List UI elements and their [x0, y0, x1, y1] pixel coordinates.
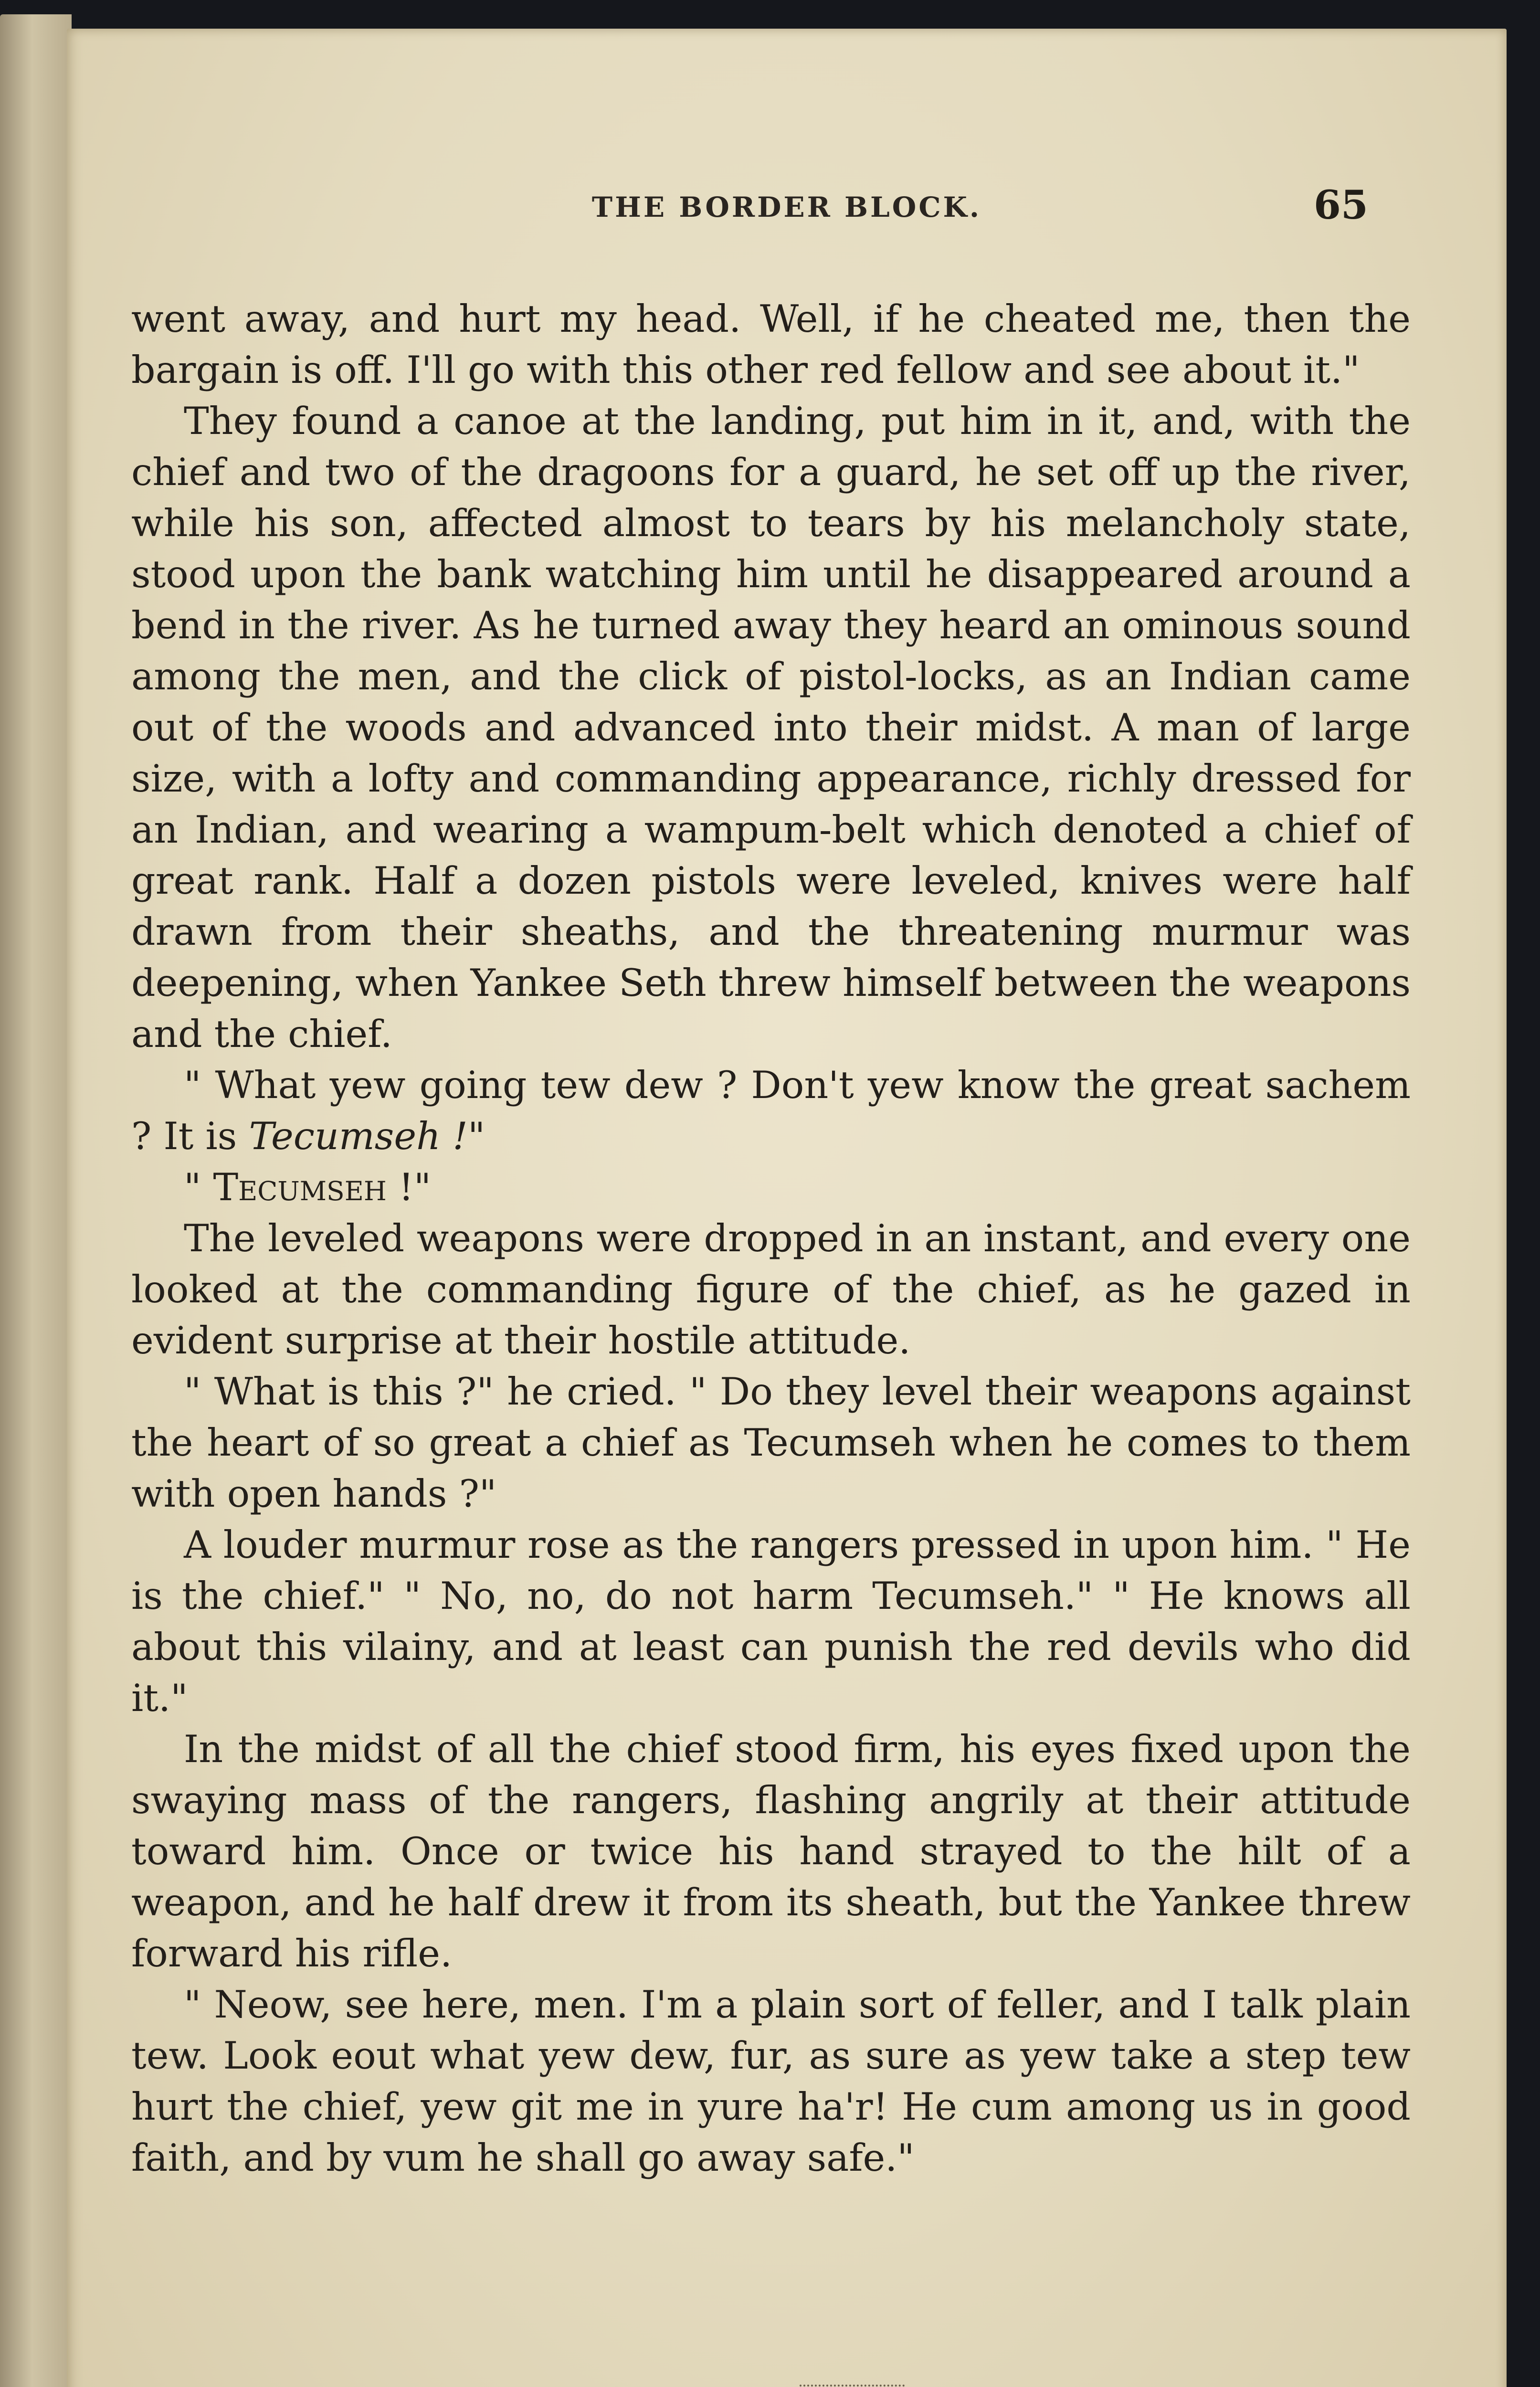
paragraph: They found a canoe at the landing, put him in it, and, with the chief and two of the dragoons for a guard, he set off up the river, while his son, affected almost to tears by his melancholy state, stood upon the bank watching him until he disappeared around a bend in the river. As he turned away they heard an ominous sound among the men, and the click of pistol-locks, as an Indian came out of the woods and advanced into their midst. A man of large size, with a lofty and commanding appearance, richly dressed for an Indian, and wearing a wampum-belt which denoted a chief of great rank. Half a dozen pistols were leveled, knives were half drawn from their sheaths, and the threatening murmur was deepening, when Yankee Seth threw himself between the weapons and the chief. [131, 399, 1411, 1056]
closing-quote: " [467, 1114, 485, 1158]
paragraph: " Tecumseh !" [184, 1165, 432, 1209]
paragraph [131, 1060, 1411, 1162]
page-number: 65 [1313, 182, 1368, 228]
paragraph: A louder murmur rose as the rangers pressed in upon him. " He is the chief." " No, no, do not harm Tecumseh." " He knows all about this vilainy, and at least can punish the red devils who did it." [131, 1523, 1411, 1720]
body-text [131, 294, 1411, 2184]
italic-name: Tecumseh ! [249, 1114, 468, 1158]
book-page [67, 29, 1507, 2387]
paragraph: The leveled weapons were dropped in an instant, and every one looked at the commanding figure of the chief, as he gazed in evident surprise at their hostile attitude. [131, 1216, 1411, 1362]
book-fore-edge [0, 14, 72, 2387]
paragraph: " Neow, see here, men. I'm a plain sort of feller, and I talk plain tew. Look eout what yew dew, fur, as sure as yew take a step tew hurt the chief, yew git me in yure ha'r! He cum among us in good faith, and by vum he shall go away safe." [131, 1983, 1411, 2180]
end-rule [800, 2385, 905, 2387]
running-title: THE BORDER BLOCK. [591, 191, 982, 223]
paragraph: " What is this ?" he cried. " Do they level their weapons against the heart of so great a chief as Tecumseh when he comes to them with open hands ?" [131, 1370, 1411, 1516]
paragraph: In the midst of all the chief stood firm, his eyes fixed upon the swaying mass of the rangers, flashing angrily at their attitude toward him. Once or twice his hand strayed to the hilt of a weapon, and he half drew it from its sheath, but the Yankee threw forward his rifle. [131, 1727, 1411, 1975]
paragraph: went away, and hurt my head. Well, if he cheated me, then the bargain is off. I'll go with this other red fellow and see about it." [131, 297, 1411, 392]
paragraph-text: " What yew going tew dew ? Don't yew know the great sachem ? It is [131, 1063, 1411, 1158]
running-head [67, 172, 1507, 229]
